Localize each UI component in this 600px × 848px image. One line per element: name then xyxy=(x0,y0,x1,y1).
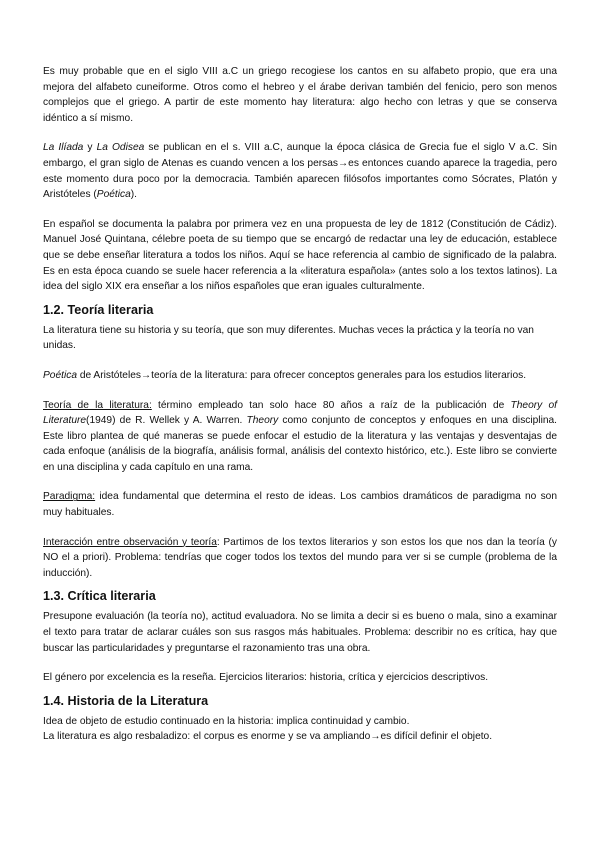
title-poetica-2: Poética xyxy=(43,369,77,381)
word-theory: Theory xyxy=(246,415,279,427)
title-poetica: Poética xyxy=(96,189,131,201)
heading-critica-literaria: 1.3. Crítica literaria xyxy=(43,589,156,604)
title-odisea: La Odisea xyxy=(96,142,145,154)
teoria-paragraph-paradigma: Paradigma: idea fundamental que determina el resto de ideas. Los cambios dramáticos de paradigma no son muy habituales. xyxy=(43,491,557,519)
heading-historia-literatura: 1.4. Historia de la Literatura xyxy=(43,693,209,708)
title-theory-of-literature: Theory of Literature xyxy=(43,399,557,427)
title-iliada: La Ilíada xyxy=(43,142,84,154)
term-teoria-literatura: Teoría de la literatura: xyxy=(43,399,152,411)
critica-paragraph-evaluacion: Presupone evaluación (la teoría no), actitud evaluadora. No se limita a decir si es bueno o mala, sino a examinar el texto para tratar de aclarar cuáles son sus rasgos más habituales. Problema: describir no es crítica, hay que buscar las particularidades y preguntarse el razonamiento tras una obra. xyxy=(43,611,557,654)
term-paradigma: Paradigma: xyxy=(43,491,96,503)
historia-line-corpus: La literatura es algo resbaladizo: el corpus es enorme y se va ampliando→es difícil definir el objeto. xyxy=(43,731,493,743)
teoria-paragraph-definition: Teoría de la literatura: término empleado tan solo hace 80 años a raíz de la publicación de Theory of Literature(1949) de R. Wellek y A. Warren. Theory como conjunto de conceptos y enfoques en una disciplina. Este libro plantea de qué maneras se puede enfocar el estudio de la literatura y las ventajas y desventajas de cada enfoque (análisis de la biografía, análisis formal, análisis del contexto histórico, etc.). Este libro se convierte en una disciplina y cada capítulo en una rama. xyxy=(43,399,557,473)
heading-teoria-literaria: 1.2. Teoría literaria xyxy=(43,302,154,317)
teoria-paragraph-intro: La literatura tiene su historia y su teoría, que son muy diferentes. Muchas veces la práctica y la teoría no van unidas. xyxy=(43,324,534,352)
intro-paragraph-greece: La Ilíada y La Odisea se publican en el s. VIII a.C, aunque la época clásica de Grecia fue el siglo V a.C. Sin embargo, el gran siglo de Atenas es cuando vencen a los persas→es entonces cuando aparece la tragedia, pero este momento dura poco por la democracia. También aparecen filósofos importantes como Sócrates, Platón y Aristóteles (Poética). xyxy=(43,142,557,201)
intro-paragraph-alphabet: Es muy probable que en el siglo VIII a.C un griego recogiese los cantos en su alfabeto propio, que era una mejora del alfabeto cuneiforme. Otros como el hebreo y el árabe derivan también del fenicio, pero son menos complejos que el griego. A partir de este momento hay literatura: algo hecho con letras y que se conserva idéntico a sí mismo. xyxy=(43,66,557,124)
critica-paragraph-resena: El género por excelencia es la reseña. Ejercicios literarios: historia, crítica y ejercicios descriptivos. xyxy=(43,672,489,684)
term-interaccion: Interacción entre observación y teoría xyxy=(43,536,217,548)
intro-paragraph-spanish: En español se documenta la palabra por primera vez en una propuesta de ley de 1812 (Constitución de Cádiz). Manuel José Quintana, célebre poeta de su tiempo que se encargó de redactar una ley de educación, establece que se debe enseñar literatura a todos los niños. Aquí se hace referencia al cambio de significado de la palabra. Es en esta época cuando se suele hacer referencia a la «literatura española» (antes solo a los textos latinos). La idea del siglo XIX era enseñar a los niños españoles que eran iguales culturalmente. xyxy=(43,218,557,293)
document-body xyxy=(43,64,557,745)
teoria-paragraph-poetica: Poética de Aristóteles→teoría de la literatura: para ofrecer conceptos generales para los estudios literarios. xyxy=(43,369,527,381)
historia-line-objeto: Idea de objeto de estudio continuado en la historia: implica continuidad y cambio. xyxy=(43,715,410,727)
teoria-paragraph-interaccion: Interacción entre observación y teoría: Partimos de los textos literarios y son estos los que nos dan la teoría (y NO el a priori). Problema: tendrías que coger todos los textos del mundo para ver si se cumple (problema de la inducción). xyxy=(43,536,557,579)
